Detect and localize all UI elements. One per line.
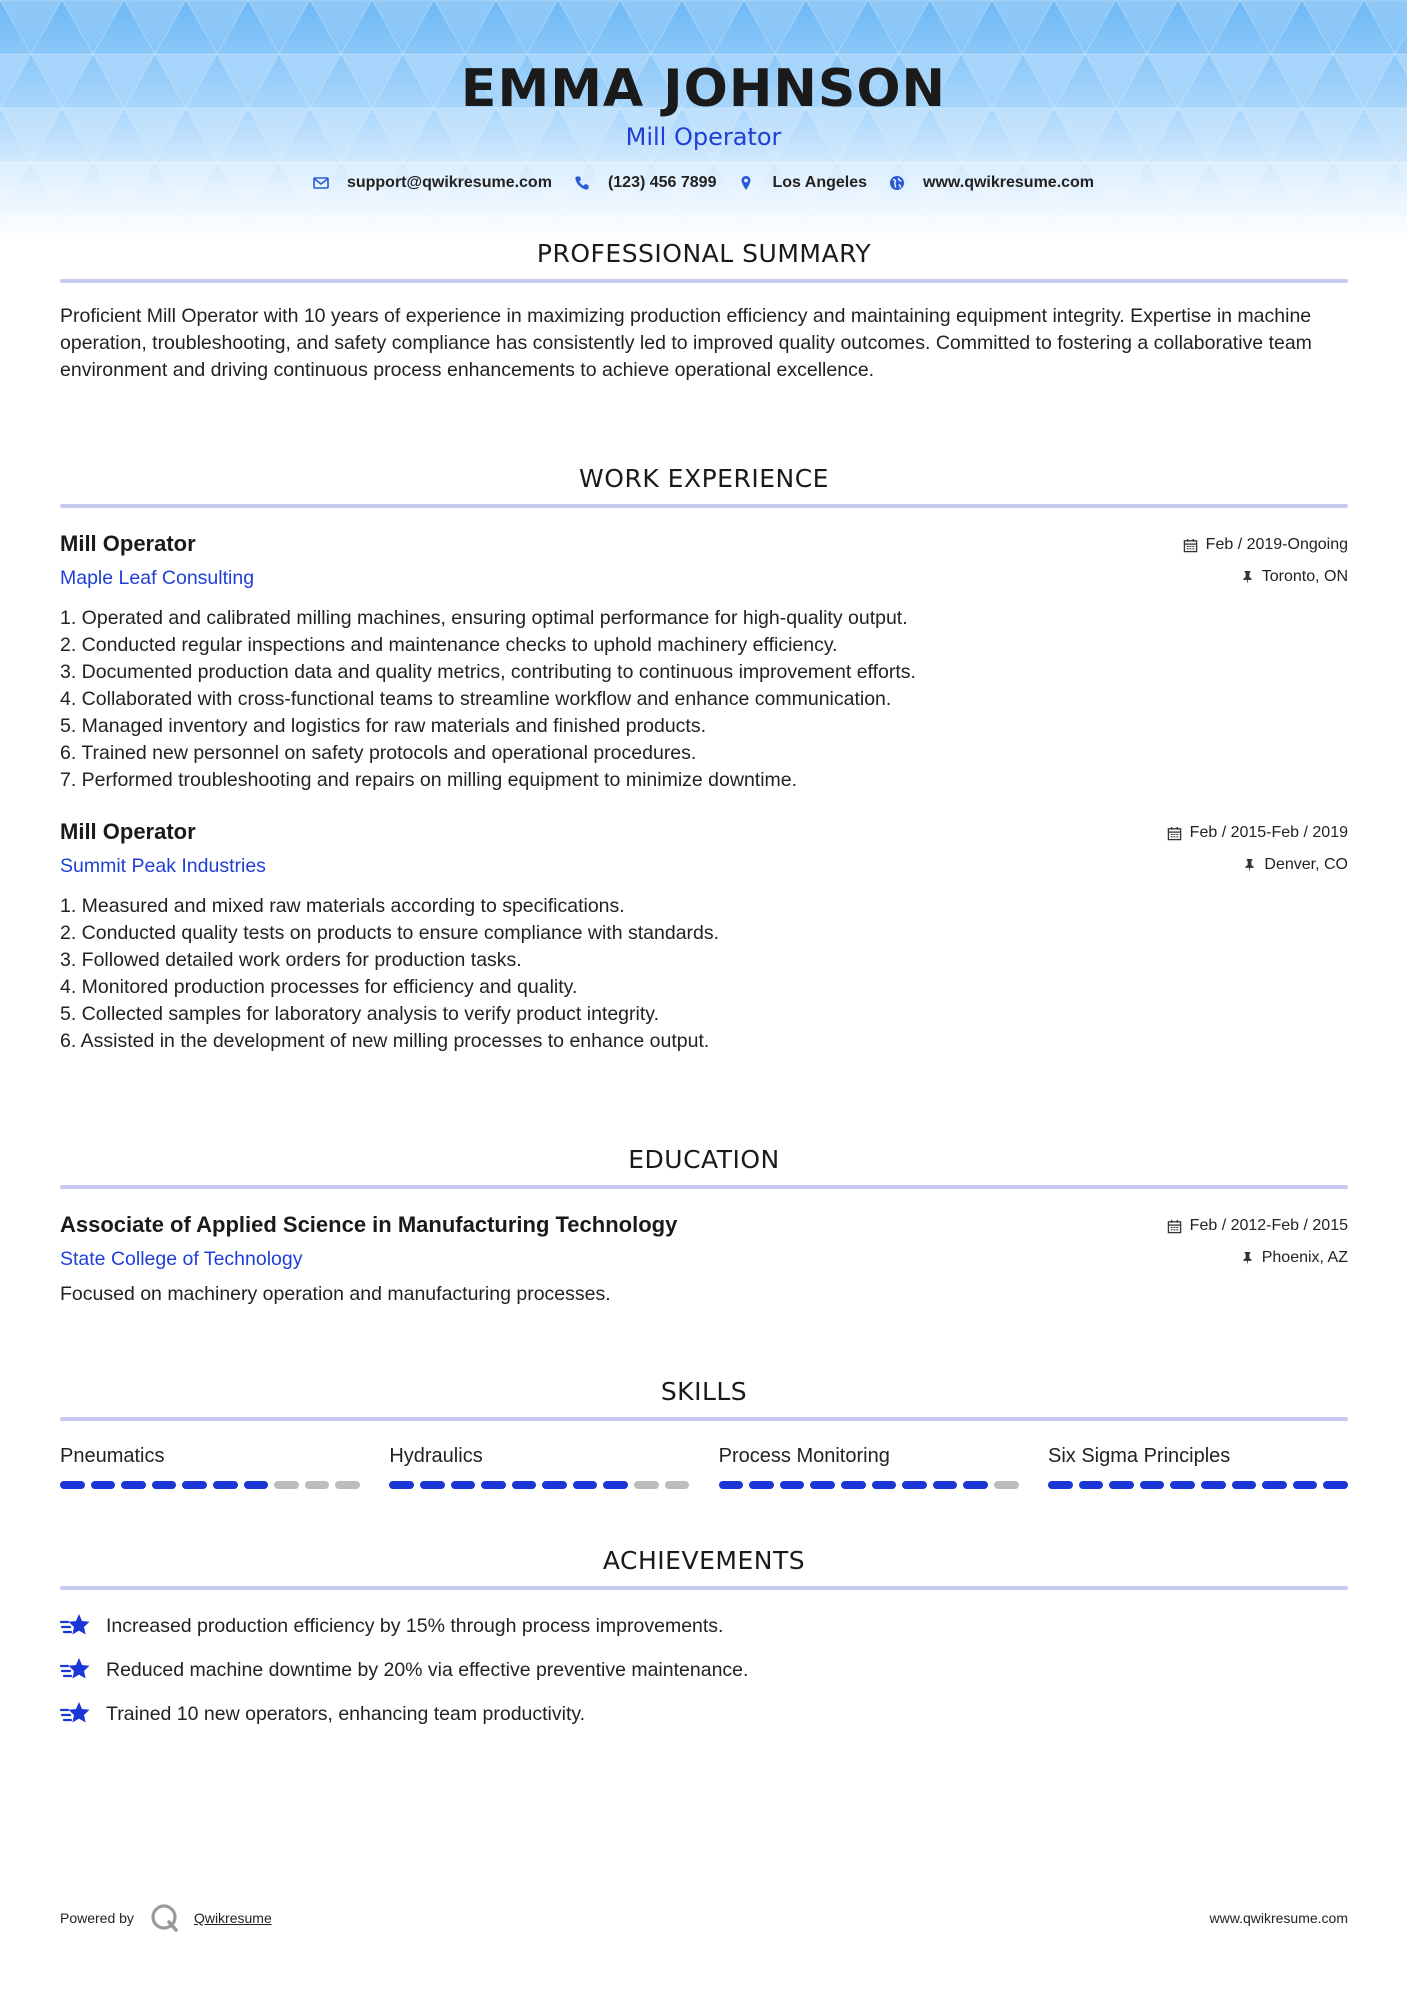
shooting-star-icon — [60, 1611, 92, 1641]
skill-name: Pneumatics — [60, 1445, 165, 1467]
education-entry — [60, 1211, 1348, 1308]
school-name: State College of Technology — [60, 1248, 303, 1270]
skill-rating — [389, 1481, 689, 1489]
map-pin-icon — [738, 175, 754, 191]
skill-dot-empty — [305, 1481, 330, 1489]
skill-rating — [719, 1481, 1019, 1489]
skill-dot-filled — [603, 1481, 628, 1489]
list-item: 5. Managed inventory and logistics for raw materials and finished products. — [60, 715, 707, 737]
achievements-section — [60, 1545, 1348, 1736]
list-item: 2. Conducted quality tests on products to ensure compliance with standards. — [60, 922, 720, 944]
education-date — [1167, 1217, 1348, 1235]
list-item: 5. Collected samples for laboratory analysis to verify product integrity. — [60, 1003, 659, 1025]
achievement-item — [60, 1692, 1348, 1736]
skill-dot-filled — [1201, 1481, 1226, 1489]
contact-website[interactable] — [889, 174, 1094, 192]
job-title: Mill Operator — [60, 819, 196, 844]
pushpin-icon — [1241, 570, 1254, 585]
section-divider — [60, 504, 1348, 508]
skill-item — [719, 1443, 1019, 1489]
list-item: 1. Operated and calibrated milling machines, ensuring optimal performance for high-quality output. — [60, 607, 908, 629]
skill-dot-filled — [1109, 1481, 1134, 1489]
skill-dot-filled — [841, 1481, 866, 1489]
list-item: 1. Measured and mixed raw materials according to specifications. — [60, 895, 625, 917]
pushpin-icon — [1243, 858, 1256, 873]
skill-item — [389, 1443, 689, 1489]
skill-dot-filled — [389, 1481, 414, 1489]
list-item: 2. Conducted regular inspections and maintenance checks to uphold machinery efficiency. — [60, 634, 838, 656]
contact-email-text: support@qwikresume.com — [346, 174, 552, 191]
pushpin-icon — [1241, 1251, 1254, 1266]
shooting-star-icon — [60, 1655, 92, 1685]
education-description: Focused on machinery operation and manufacturing processes. — [60, 1283, 611, 1305]
skill-dot-filled — [1293, 1481, 1318, 1489]
skill-dot-empty — [665, 1481, 690, 1489]
skill-rating — [60, 1481, 360, 1489]
job-title: Mill Operator — [60, 531, 196, 556]
list-item: 3. Documented production data and quality metrics, contributing to continuous improvement efforts. — [60, 661, 916, 683]
skill-dot-filled — [60, 1481, 85, 1489]
envelope-icon — [313, 175, 329, 191]
education-location-text: Phoenix, AZ — [1261, 1249, 1348, 1266]
skill-dot-filled — [121, 1481, 146, 1489]
skill-dot-filled — [512, 1481, 537, 1489]
skill-dot-filled — [1262, 1481, 1287, 1489]
skill-dot-filled — [481, 1481, 506, 1489]
skill-dot-filled — [749, 1481, 774, 1489]
calendar-icon — [1183, 538, 1198, 553]
skill-dot-filled — [872, 1481, 897, 1489]
skill-dot-filled — [933, 1481, 958, 1489]
job-date — [1167, 824, 1348, 842]
section-divider — [60, 1586, 1348, 1590]
job-company: Maple Leaf Consulting — [60, 567, 255, 589]
skill-dot-filled — [1140, 1481, 1165, 1489]
brand-link[interactable]: Qwikresume — [193, 1910, 272, 1926]
job-location — [1243, 856, 1348, 874]
skill-dot-filled — [719, 1481, 744, 1489]
job-date-text: Feb / 2015-Feb / 2019 — [1189, 824, 1348, 841]
education-location — [1241, 1249, 1348, 1267]
skill-dot-filled — [780, 1481, 805, 1489]
list-item: 4. Monitored production processes for efficiency and quality. — [60, 976, 578, 998]
skill-dot-filled — [1048, 1481, 1073, 1489]
skills-section — [60, 1376, 1348, 1489]
skill-dot-filled — [420, 1481, 445, 1489]
list-item: 7. Performed troubleshooting and repairs on milling equipment to minimize downtime. — [60, 769, 798, 791]
job-location-text: Toronto, ON — [1261, 568, 1348, 585]
contact-location-text: Los Angeles — [772, 174, 868, 191]
skill-dot-filled — [1323, 1481, 1348, 1489]
skill-item — [1048, 1443, 1348, 1489]
calendar-icon — [1167, 1219, 1182, 1234]
job-location-text: Denver, CO — [1264, 856, 1348, 873]
achievement-text: Reduced machine downtime by 20% via effective preventive maintenance. — [106, 1658, 749, 1681]
list-item: 4. Collaborated with cross-functional teams to streamline workflow and enhance communication. — [60, 688, 892, 710]
job-entry — [60, 818, 1348, 1055]
skill-dot-filled — [542, 1481, 567, 1489]
skill-name: Hydraulics — [389, 1445, 483, 1467]
contact-phone[interactable] — [574, 174, 717, 192]
skill-dot-empty — [335, 1481, 360, 1489]
skill-dot-filled — [91, 1481, 116, 1489]
skills-heading: SKILLS — [660, 1377, 748, 1406]
experience-section — [60, 463, 1348, 1055]
contact-bar — [0, 174, 1407, 192]
resume-header — [0, 58, 1407, 152]
list-item: 6. Trained new personnel on safety protocols and operational procedures. — [60, 742, 697, 764]
skill-item — [60, 1443, 360, 1489]
experience-heading: WORK EXPERIENCE — [579, 464, 829, 493]
skill-dot-filled — [182, 1481, 207, 1489]
footer-website[interactable]: www.qwikresume.com — [1209, 1910, 1348, 1926]
section-divider — [60, 1417, 1348, 1421]
skill-dot-filled — [451, 1481, 476, 1489]
calendar-icon — [1167, 826, 1182, 841]
education-heading: EDUCATION — [628, 1145, 780, 1174]
section-divider — [60, 1185, 1348, 1189]
page-footer — [60, 1900, 1348, 1936]
achievements-heading: ACHIEVEMENTS — [602, 1546, 806, 1575]
qwikresume-logo-icon — [150, 1903, 180, 1933]
skill-dot-filled — [1232, 1481, 1257, 1489]
contact-email[interactable] — [313, 174, 552, 192]
phone-icon — [574, 175, 590, 191]
job-entry — [60, 530, 1348, 794]
shooting-star-icon — [60, 1699, 92, 1729]
powered-by — [60, 1900, 272, 1936]
globe-icon — [889, 175, 905, 191]
education-date-text: Feb / 2012-Feb / 2015 — [1189, 1217, 1348, 1234]
job-duties — [60, 893, 1348, 1055]
skill-dot-filled — [902, 1481, 927, 1489]
powered-by-label: Powered by — [60, 1910, 134, 1926]
skill-dot-filled — [213, 1481, 238, 1489]
contact-phone-text: (123) 456 7899 — [607, 174, 717, 191]
achievements-list — [60, 1604, 1348, 1736]
candidate-title: Mill Operator — [625, 123, 782, 151]
degree-title: Associate of Applied Science in Manufacturing Technology — [60, 1212, 678, 1237]
summary-text: Proficient Mill Operator with 10 years of experience in maximizing production efficiency and maintaining equipment integrity. Expertise in machine operation, troubleshooting, and safety compliance has consistently led to improved quality outcomes. Committed to fostering a collaborative team environment and driving continuous process enhancements to achieve operational excellence. — [60, 305, 1312, 381]
skill-dot-filled — [963, 1481, 988, 1489]
skill-dot-empty — [274, 1481, 299, 1489]
job-date-text: Feb / 2019-Ongoing — [1205, 536, 1348, 553]
skill-name: Process Monitoring — [718, 1445, 890, 1467]
skill-dot-empty — [994, 1481, 1019, 1489]
summary-section — [60, 238, 1348, 384]
job-location — [1241, 568, 1348, 586]
skill-name: Six Sigma Principles — [1047, 1445, 1231, 1467]
job-date — [1183, 536, 1348, 554]
skill-dot-filled — [1170, 1481, 1195, 1489]
list-item: 6. Assisted in the development of new milling processes to enhance output. — [60, 1030, 710, 1052]
skill-dot-filled — [152, 1481, 177, 1489]
list-item: 3. Followed detailed work orders for production tasks. — [60, 949, 522, 971]
education-section — [60, 1144, 1348, 1308]
achievement-item — [60, 1604, 1348, 1648]
summary-heading: PROFESSIONAL SUMMARY — [536, 239, 872, 268]
candidate-name: EMMA JOHNSON — [460, 59, 947, 119]
contact-website-text: www.qwikresume.com — [923, 174, 1095, 191]
achievement-text: Trained 10 new operators, enhancing team productivity. — [106, 1702, 586, 1725]
job-duties — [60, 605, 1348, 794]
achievement-item — [60, 1648, 1348, 1692]
skill-dot-empty — [634, 1481, 659, 1489]
skill-dot-filled — [1079, 1481, 1104, 1489]
skill-dot-filled — [573, 1481, 598, 1489]
job-company: Summit Peak Industries — [60, 855, 266, 877]
skill-dot-filled — [244, 1481, 269, 1489]
skills-list — [60, 1443, 1348, 1489]
section-divider — [60, 279, 1348, 283]
skill-dot-filled — [810, 1481, 835, 1489]
skill-rating — [1048, 1481, 1348, 1489]
achievement-text: Increased production efficiency by 15% through process improvements. — [106, 1614, 724, 1637]
contact-location — [738, 174, 867, 192]
